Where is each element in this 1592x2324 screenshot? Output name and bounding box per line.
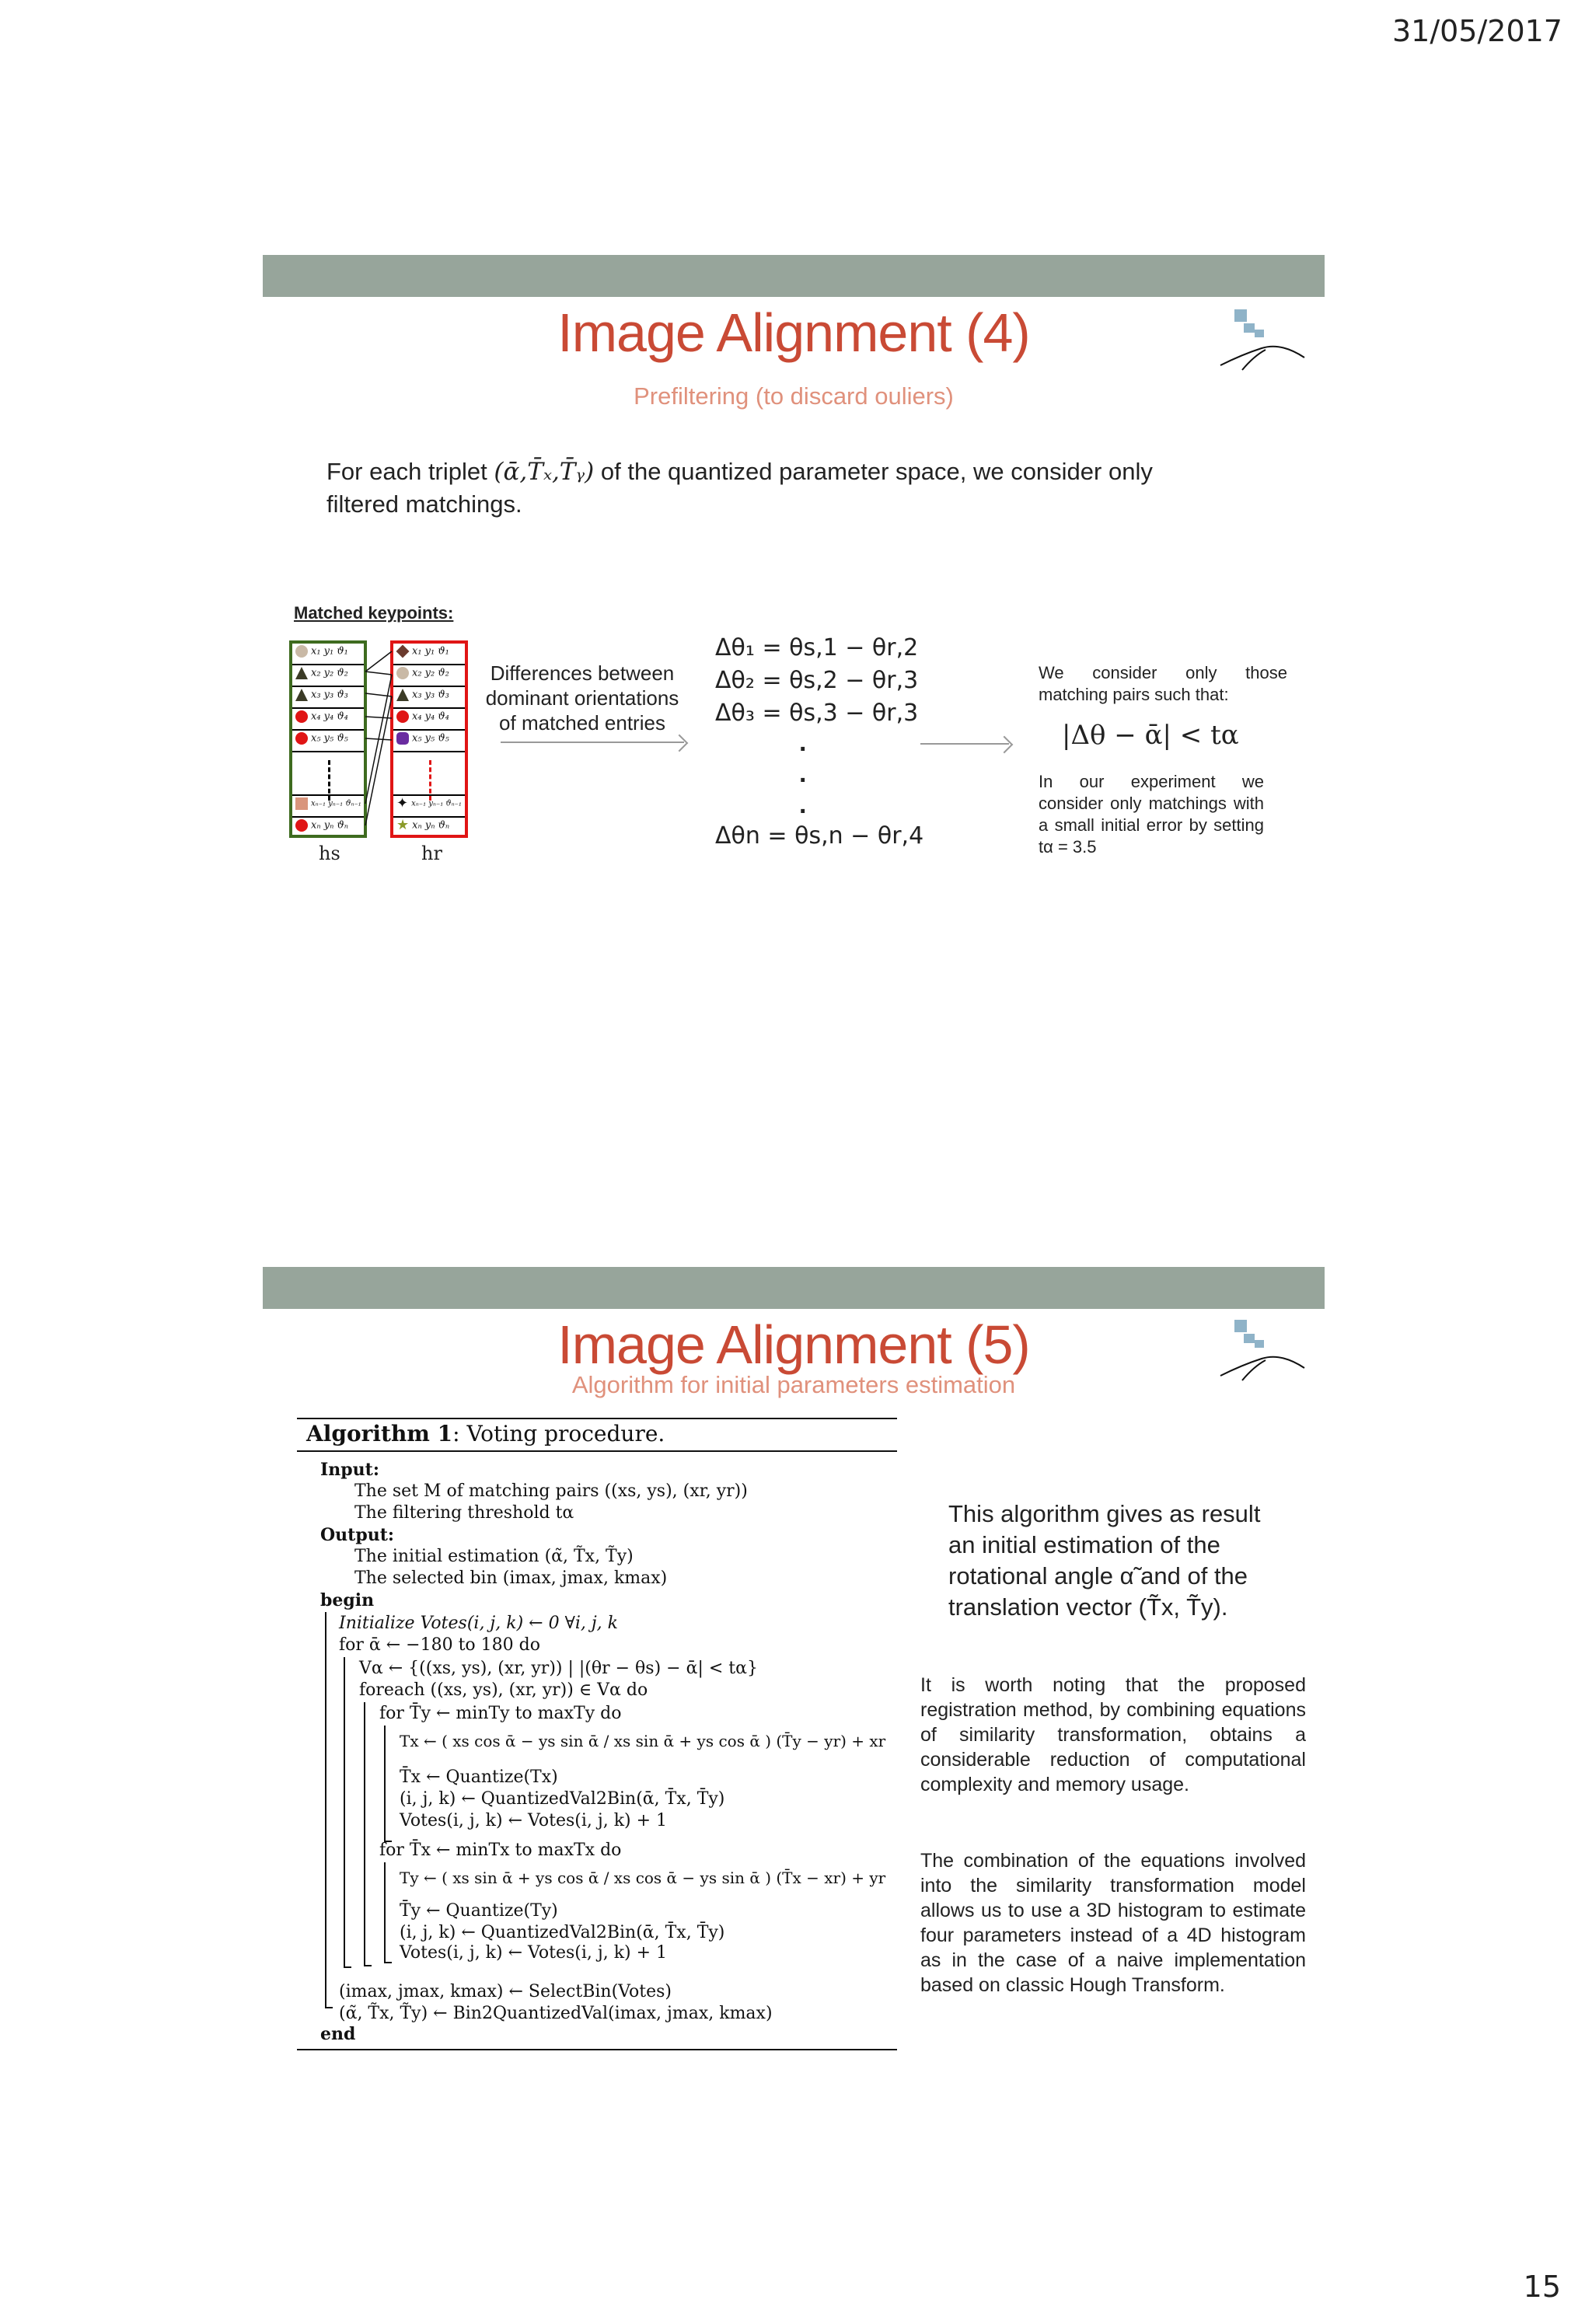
result-text: This algorithm gives as result an initial estimation of the rotational angle α̃ and of the translation vector (T̃x, T̃y). <box>948 1500 1261 1621</box>
hr-row: x₅ y₅ ϑ₅ <box>396 732 449 745</box>
equation-delta-3: Δθ₃ = θs,3 − θr,3 <box>715 700 919 727</box>
slide-subtitle: Prefiltering (to discard ouliers) <box>634 382 954 410</box>
hs-keypoint-table <box>289 640 367 838</box>
equation-delta-n: Δθn = θs,n − θr,4 <box>715 822 924 850</box>
algo-line: for T̄y ← minTy to maxTy do <box>379 1704 622 1723</box>
algo-line: Votes(i, j, k) ← Votes(i, j, k) + 1 <box>400 1943 668 1963</box>
algo-line: begin <box>320 1590 375 1610</box>
algo-line: Votes(i, j, k) ← Votes(i, j, k) + 1 <box>400 1811 668 1830</box>
algo-line: Ty ← ( xs sin ᾱ + ys cos ᾱ / xs cos ᾱ − ys sin ᾱ ) (T̄x − xr) + yr <box>400 1869 886 1887</box>
triangle-icon <box>396 689 409 701</box>
algo-line: for ᾱ ← −180 to 180 do <box>339 1635 540 1655</box>
page-date: 31/05/2017 <box>1391 14 1562 48</box>
algo-line: Input: <box>320 1460 379 1480</box>
triplet-formula: (ᾱ,T̄ₓ,T̄ᵧ) <box>494 458 595 486</box>
hexagon-icon <box>396 732 409 745</box>
differences-label: Differences between dominant orientations of matched entries <box>485 661 679 735</box>
algo-line: T̄x ← Quantize(Tx) <box>400 1767 558 1787</box>
intro-part2: of the quantized parameter space, we consider only <box>600 458 1153 485</box>
hs-row: xₙ₋₁ yₙ₋₁ ϑₙ₋₁ <box>295 797 361 810</box>
star-icon: ★ <box>396 817 410 833</box>
hr-keypoint-table <box>390 640 468 838</box>
hr-row: ★ xₙ yₙ ϑₙ <box>396 817 450 833</box>
circle-icon <box>295 819 308 832</box>
slide-title: Image Alignment (5) <box>557 1314 1030 1375</box>
intro-part1: For each triplet <box>326 458 487 485</box>
algorithm-box <box>297 1418 897 2050</box>
hr-row: x₁ y₁ ϑ₁ <box>396 645 449 658</box>
slide-image-alignment-4 <box>263 255 1325 1110</box>
algo-line: The selected bin (imax, jmax, kmax) <box>354 1569 668 1588</box>
ellipsis-dot: . <box>799 728 807 757</box>
slide-subtitle: Algorithm for initial parameters estimation <box>571 1371 1016 1398</box>
hs-row: x₂ y₂ ϑ₂ <box>295 667 348 679</box>
algo-line: (α̃, T̃x, T̃y) ← Bin2QuantizedVal(imax, jmax, kmax) <box>339 2004 773 2023</box>
circle-icon <box>295 710 308 723</box>
algo-line: Initialize Votes(i, j, k) ← 0 ∀i, j, k <box>339 1614 619 1633</box>
algo-line: The set M of matching pairs ((xs, ys), (xr, yr)) <box>354 1481 748 1501</box>
arrow-right-icon <box>920 743 1009 745</box>
hs-row: x₁ y₁ ϑ₁ <box>295 645 348 658</box>
match-lines <box>364 640 395 838</box>
algo-line: The filtering threshold tα <box>354 1503 574 1523</box>
algo-line: The initial estimation (α̃, T̃x, T̃y) <box>354 1547 634 1566</box>
hr-row: x₂ y₂ ϑ₂ <box>396 667 449 679</box>
algo-line: (i, j, k) ← QuantizedVal2Bin(ᾱ, T̄x, T̄y) <box>400 1789 725 1809</box>
hr-row: x₄ y₄ ϑ₄ <box>396 710 449 723</box>
intro-line2: filtered matchings. <box>326 490 522 518</box>
logo-icon <box>1219 309 1312 379</box>
slide-header-bar <box>263 1267 1325 1309</box>
equation-delta-2: Δθ₂ = θs,2 − θr,3 <box>715 667 919 694</box>
algo-line: (imax, jmax, kmax) ← SelectBin(Votes) <box>339 1982 672 2001</box>
algo-line: Tx ← ( xs cos ᾱ − ys sin ᾱ / xs sin ᾱ + ys cos ᾱ ) (T̄y − yr) + xr <box>400 1732 886 1750</box>
algo-line: (i, j, k) ← QuantizedVal2Bin(ᾱ, T̄x, T̄y) <box>400 1923 725 1942</box>
hr-row: x₃ y₃ ϑ₃ <box>396 689 449 701</box>
circle-icon <box>396 667 409 679</box>
star-icon: ✦ <box>396 795 409 811</box>
experiment-text: In our experiment we consider only matchings with a small initial error by setting tα = 3.5 <box>1039 772 1264 857</box>
slide-image-alignment-5 <box>263 1267 1325 2169</box>
matched-keypoints-label: Matched keypoints: <box>294 603 454 623</box>
circle-icon <box>295 645 308 658</box>
triangle-icon <box>295 689 308 701</box>
algorithm-title: Algorithm 1: Voting procedure. <box>306 1421 665 1446</box>
hr-label: hr <box>421 843 442 864</box>
slide-header-bar <box>263 255 1325 297</box>
diamond-icon <box>396 645 410 658</box>
page-number: 15 <box>1523 2270 1561 2304</box>
consider-text: We consider only those matching pairs such that: <box>1039 663 1287 704</box>
intro-text <box>326 455 1259 521</box>
algo-line: Output: <box>320 1525 394 1545</box>
algo-line: for T̄x ← minTx to maxTx do <box>379 1841 622 1860</box>
paragraph-histogram: The combination of the equations involved into the similarity transformation model allows us to use a 3D histogram to estimate four parameters instead of a 4D histogram as in the case of a naive implementation based on classic Hough Transform. <box>920 1850 1306 1996</box>
triangle-icon <box>295 667 308 679</box>
algo-line: foreach ((xs, ys), (xr, yr)) ∈ Vα do <box>359 1680 648 1700</box>
paragraph-complexity: It is worth noting that the proposed registration method, by combining equations of similarity transformation, obtains a considerable reduction of computational complexity and memory usage. <box>920 1674 1306 1795</box>
square-icon <box>295 797 308 810</box>
ellipsis-dot: . <box>799 790 807 819</box>
hs-row: xₙ yₙ ϑₙ <box>295 819 348 832</box>
hs-row: x₃ y₃ ϑ₃ <box>295 689 348 701</box>
condition-formula: |Δθ − ᾱ| < tα <box>1062 720 1239 751</box>
algo-line: T̄y ← Quantize(Ty) <box>400 1901 558 1921</box>
slide-title: Image Alignment (4) <box>557 302 1030 363</box>
ellipsis-dot: . <box>799 759 807 788</box>
hs-row: x₄ y₄ ϑ₄ <box>295 710 348 723</box>
hs-row: x₅ y₅ ϑ₅ <box>295 732 348 745</box>
algo-line: Vα ← {((xs, ys), (xr, yr)) | |(θr − θs) − ᾱ| < tα} <box>359 1659 758 1678</box>
circle-icon <box>396 710 409 723</box>
algo-line: end <box>320 2024 356 2044</box>
hs-label: hs <box>319 843 340 864</box>
hr-row: ✦ xₙ₋₁ yₙ₋₁ ϑₙ₋₁ <box>396 795 462 811</box>
arrow-right-icon <box>501 742 684 743</box>
circle-icon <box>295 732 308 745</box>
equation-delta-1: Δθ₁ = θs,1 − θr,2 <box>715 634 919 661</box>
